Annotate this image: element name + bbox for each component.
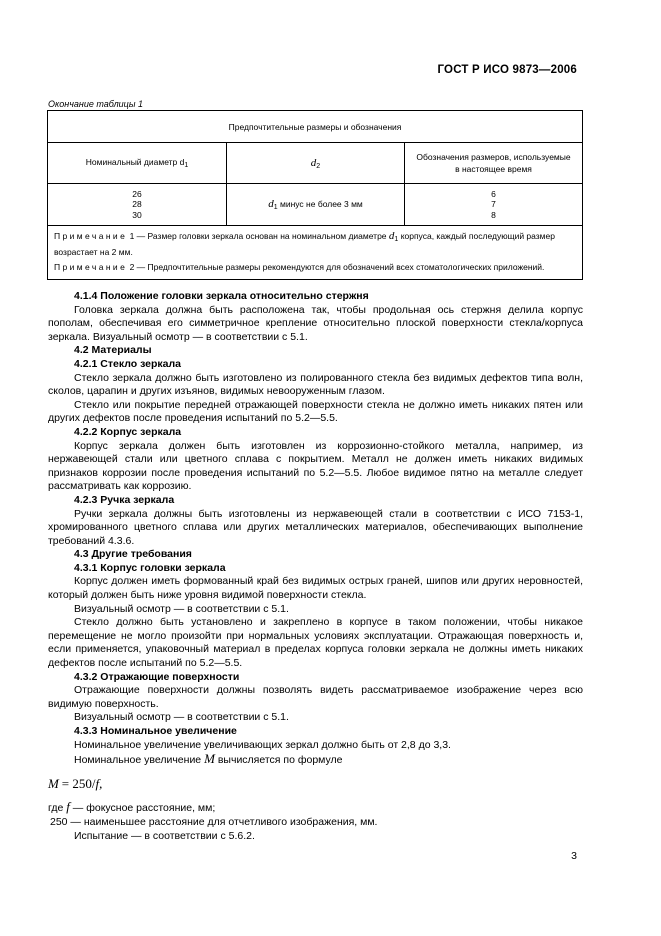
paragraph: Стекло или покрытие передней отражающей поверхности стекла не должно иметь никаких пятен или других дефектов после проведения испытаний по 5.2—5.5. xyxy=(48,398,583,425)
d2-value-cell: $d_1$ минус не более 3 мм xyxy=(227,184,405,226)
section-4-2-1-title: 4.2.1 Стекло зеркала xyxy=(74,357,182,370)
where-clause-f: где f — фокусное расстояние, мм; xyxy=(48,799,216,815)
table-note-1: Примечание 1 — Размер головки зеркала основан на номинальном диаметре $d_1$ корпуса, каждый последующий размер возрастает на 2 мм. xyxy=(54,230,555,257)
table-caption: Окончание таблицы 1 xyxy=(48,99,143,109)
paragraph: Визуальный осмотр — в соответствии с 5.1. xyxy=(74,711,289,724)
document-body xyxy=(48,290,583,843)
table-title: Предпочтительные размеры и обозначения xyxy=(48,111,583,143)
diameter-values-cell xyxy=(48,184,227,226)
document-header-code: ГОСТ Р ИСО 9873—2006 xyxy=(437,64,577,76)
paragraph: Ручки зеркала должны быть изготовлены из нержавеющей стали в соответствии с ИСО 7153-1, хромированного цветного сплава или других металлических материалов, обеспечивающих выполнение требований 4.3.6. xyxy=(48,507,583,547)
table-row: 30 xyxy=(132,209,142,220)
dimensions-table xyxy=(47,110,583,280)
col-header-d2: $d_2$ xyxy=(227,143,405,184)
designation-values-cell xyxy=(405,184,583,226)
page-number: 3 xyxy=(571,850,577,862)
paragraph: Стекло должно быть установлено и закреплено в корпусе в таком положении, чтобы никакое перемещение не могло произойти при нормальных условиях эксплуатации. Отражающая поверхность и, если применяется, упаковочный материал в пределах корпуса головки зеркала не должны иметь никаких дефектов после испытаний по 5.2—5.5. xyxy=(48,616,583,670)
section-4-3-title: 4.3 Другие требования xyxy=(74,548,192,561)
paragraph: Корпус зеркала должен быть изготовлен из коррозионно-стойкого металла, например, из нержавеющей стали или цветного сплава с покрытием. Металл не должен иметь никаких видимых признаков коррозии после проведения испытаний по 5.2—5.5. Любое видимое пятно на металле следует рассматривать как коррозию. xyxy=(48,439,583,493)
table-row: 8 xyxy=(491,209,496,220)
table-notes xyxy=(48,226,583,280)
section-4-2-title: 4.2 Материалы xyxy=(74,344,152,357)
col-header-designations: Обозначения размеров, используемые в настоящее время xyxy=(405,143,583,184)
table-note-2: Примечание 2 — Предпочтительные размеры рекомендуются для обозначений всех стоматологических приложений. xyxy=(54,262,545,272)
table-row: 26 xyxy=(132,188,142,199)
paragraph: Стекло зеркала должно быть изготовлено из полированного стекла без видимых дефектов типа волн, сколов, царапин и других изъянов, видимых невооруженным глазом. xyxy=(48,371,583,398)
col-header-nominal-diameter: Номинальный диаметр $d_1$ xyxy=(48,143,227,184)
table-row: 7 xyxy=(491,199,496,210)
paragraph: Отражающие поверхности должны позволять видеть рассматриваемое изображение через всю видимую поверхность. xyxy=(48,684,583,710)
paragraph: Номинальное увеличение M вычисляется по формуле xyxy=(74,751,343,767)
section-4-1-4-text: Головка зеркала должна быть расположена так, чтобы продольная ось стержня делила корпус пополам, обеспечивая его симметричное крепление относительно плоской поверхности стекла/корпуса зеркала. Визуальный осмотр — в соответствии с 5.1. xyxy=(48,303,583,343)
section-4-2-2-title: 4.2.2 Корпус зеркала xyxy=(74,425,182,438)
magnification-formula: M = 250/f, xyxy=(48,775,103,791)
paragraph: Визуальный осмотр — в соответствии с 5.1. xyxy=(74,602,289,615)
test-reference: Испытание — в соответствии с 5.6.2. xyxy=(74,829,255,842)
section-4-1-4-title: 4.1.4 Положение головки зеркала относительно стержня xyxy=(74,290,369,302)
section-4-3-2-title: 4.3.2 Отражающие поверхности xyxy=(74,670,240,683)
section-4-2-3-title: 4.2.3 Ручка зеркала xyxy=(74,493,175,506)
table-row: 6 xyxy=(491,188,496,199)
where-clause-250: 250 — наименьшее расстояние для отчетливого изображения, мм. xyxy=(50,815,378,828)
paragraph: Корпус должен иметь формованный край без видимых острых граней, шипов или других неровностей, который должен быть ниже уровня видимой поверхности стекла. xyxy=(48,575,583,602)
table-row: 28 xyxy=(132,199,142,210)
section-4-3-1-title: 4.3.1 Корпус головки зеркала xyxy=(74,561,226,574)
paragraph: Номинальное увеличение увеличивающих зеркал должно быть от 2,8 до 3,3. xyxy=(74,738,451,751)
section-4-3-3-title: 4.3.3 Номинальное увеличение xyxy=(74,725,237,737)
